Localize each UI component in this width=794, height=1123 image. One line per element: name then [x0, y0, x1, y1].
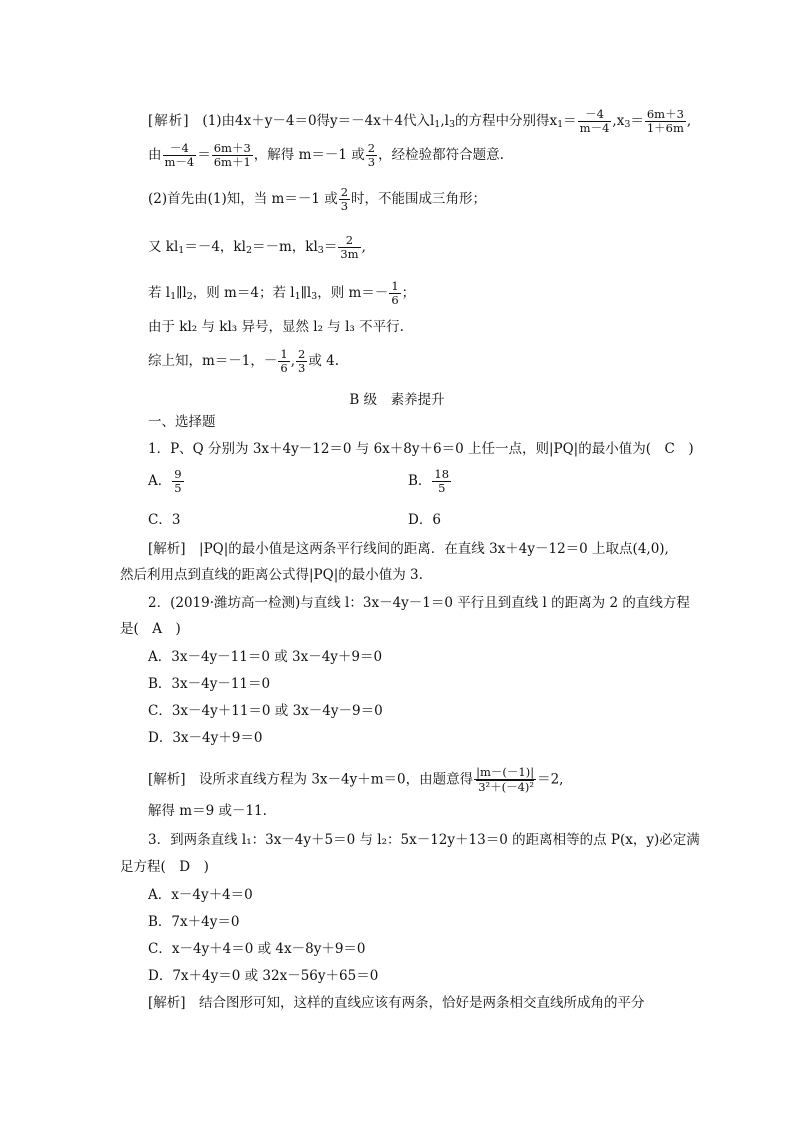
question-3-solution: [解析] 结合图形可知，这样的直线应该有两条，恰好是两条相交直线所成角的平分: [148, 995, 645, 1011]
question-1-option-d: D．6: [408, 512, 441, 528]
question-1-option-c: C．3: [148, 512, 181, 528]
fraction: $\frac{2}{3}$: [340, 185, 349, 213]
question-2-option-d: D．3x－4y＋9＝0: [148, 730, 263, 746]
question-1-stem: 1．P、Q 分别为 3x＋4y－12＝0 与 6x＋8y＋6＝0 上任一点，则|PQ|的最小值为( C ): [148, 441, 694, 457]
question-1-solution-line-1: [解析] |PQ|的最小值是这两条平行线间的距离．在直线 3x＋4y－12＝0 上取点(4,0),: [148, 541, 669, 557]
question-3-option-a: A．x－4y＋4＝0: [148, 887, 253, 903]
question-3-option-c: C．x－4y＋4＝0 或 4x－8y＋9＝0: [148, 941, 366, 957]
fraction: $\frac{2}{3}$: [298, 347, 306, 375]
fraction: $\frac{9}{5}$: [174, 467, 182, 495]
question-3-option-d: D．7x＋4y＝0 或 32x－56y＋65＝0: [148, 968, 379, 984]
fraction: $\frac{6m+3}{1+6m}$: [646, 107, 684, 135]
question-1-option-b: B． $\frac{18}{5}$: [408, 467, 450, 495]
question-2-stem-line-2: 是( A ): [120, 621, 181, 637]
question-2-solution-line-1: [解析] 设所求直线方程为 3x－4y＋m＝0，由题意得 $\frac{|m-(-1)|}{\text{3²＋(－4)²}}$ ＝2,: [148, 765, 564, 794]
question-1-solution-line-2: 然后利用点到直线的距离公式得|PQ|的最小值为 3.: [120, 567, 423, 583]
fraction: $\frac{18}{5}$: [434, 467, 450, 495]
fraction: $\frac{1}{6}$: [280, 347, 288, 375]
question-3-stem-line-1: 3．到两条直线 l₁：3x－4y＋5＝0 与 l₂：5x－12y＋13＝0 的距离相等的点 P(x，y)必定满: [148, 832, 700, 848]
fraction: $\frac{2}{3}$: [367, 141, 376, 169]
fraction: $\frac{2}{3m}$: [340, 233, 359, 261]
solution-line-3: (2)首先由(1)知，当 m＝－1 或 $\frac{2}{3}$ 时，不能围成三角形；: [148, 185, 487, 213]
fraction: $\frac{|m-(-1)|}{\text{3²＋(－4)²}}$: [476, 765, 535, 794]
section-title: B 级 素养提升: [349, 392, 445, 408]
fraction: $\frac{-4}{m-4}$: [164, 141, 195, 169]
solution-line-1: [解析] (1)由4x＋y－4＝0得y＝－4x＋4代入$l_1,l_3$的方程中分别得$x_1=$ $\frac{-4}{m-4}$ $,x_3=$ $\frac{6m+3}{1+6m}$ ,: [148, 107, 692, 135]
fraction: $\frac{-4}{m-4}$: [579, 107, 610, 135]
solution-line-7: 综上知，m＝－1，－ $\frac{1}{6}$ , $\frac{2}{3}$ 或 4.: [148, 347, 340, 375]
question-3-stem-line-2: 足方程( D ): [120, 859, 209, 875]
question-1-option-a: A． $\frac{9}{5}$: [148, 467, 182, 495]
fraction: $\frac{6m+3}{6m+1}$: [213, 141, 251, 169]
question-3-option-b: B．7x＋4y＝0: [148, 914, 240, 930]
solution-line-5: 若 $l_1\parallel l_2$，则 m＝4；若 $l_1\parallel l_3$，则 m＝－ $\frac{1}{6}$ ；: [148, 279, 416, 307]
question-2-stem-line-1: 2．(2019·潍坊高一检测)与直线 l：3x－4y－1＝0 平行且到直线 l 的距离为 2 的直线方程: [148, 595, 690, 611]
question-2-option-b: B．3x－4y－11＝0: [148, 676, 271, 692]
solution-line-2: 由 $\frac{-4}{m-4}$ ＝ $\frac{6m+3}{6m+1}$ ，解得 m＝－1 或 $\frac{2}{3}$ ，经检验都符合题意.: [148, 141, 504, 169]
part-title: 一、选择题: [148, 414, 216, 430]
question-2-option-a: A．3x－4y－11＝0 或 3x－4y＋9＝0: [148, 649, 383, 665]
question-2-option-c: C．3x－4y＋11＝0 或 3x－4y－9＝0: [148, 703, 383, 719]
fraction: $\frac{1}{6}$: [391, 279, 399, 307]
solution-line-6: 由于 kl₂ 与 kl₃ 异号，显然 l₂ 与 l₃ 不平行.: [148, 319, 404, 335]
solution-line-4: 又 $kl_1=-4$，$kl_2=-m$，$kl_3=$ $\frac{2}{3m}$ ,: [148, 233, 366, 261]
question-2-solution-line-2: 解得 m＝9 或－11.: [148, 803, 267, 819]
